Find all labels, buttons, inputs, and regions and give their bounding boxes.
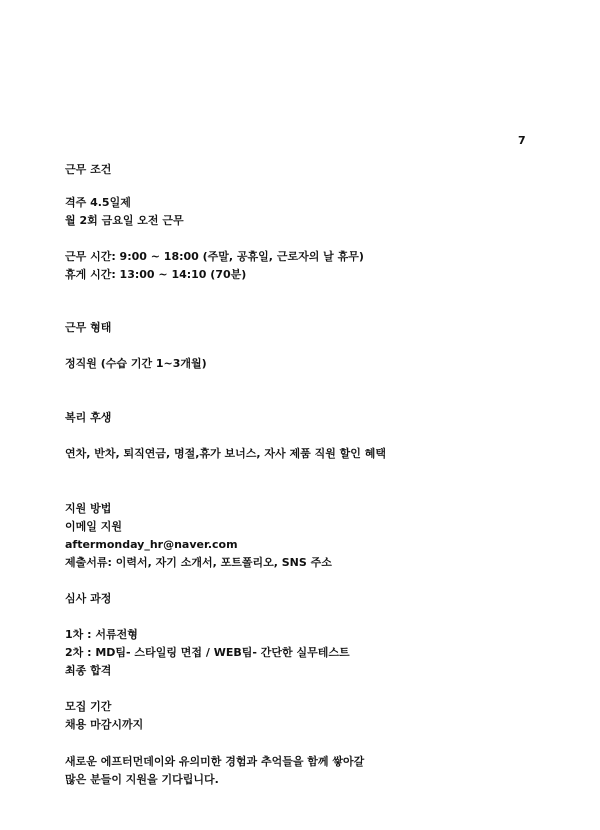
work-hours: 근무 시간: 9:00 ~ 18:00 (주말, 공휴일, 근로자의 날 휴무) [65,250,364,263]
application-heading: 지원 방법 [65,502,112,515]
break-time: 휴게 시간: 13:00 ~ 14:10 (70분) [65,268,247,281]
employment-type-value: 정직원 (수습 기간 1~3개월) [65,357,207,370]
page-number: 7 [518,134,526,147]
work-schedule-friday: 월 2회 금요일 오전 근무 [65,214,184,227]
work-conditions-heading: 근무 조건 [65,163,112,176]
closing-line-2: 많은 분들이 지원을 기다립니다. [65,773,219,786]
recruitment-period-value: 채용 마감시까지 [65,718,144,731]
screening-step-2: 2차 : MD팀- 스타일링 면접 / WEB팀- 간단한 실무테스트 [65,646,350,659]
benefits-heading: 복리 후생 [65,411,112,424]
screening-final: 최종 합격 [65,664,112,677]
recruitment-period-heading: 모집 기간 [65,700,112,713]
benefits-value: 연차, 반차, 퇴직연금, 명절,휴가 보너스, 자사 제품 직원 할인 혜택 [65,447,387,460]
application-method: 이메일 지원 [65,520,122,533]
screening-heading: 심사 과정 [65,592,112,605]
application-email: aftermonday_hr@naver.com [65,538,238,551]
employment-type-heading: 근무 형태 [65,321,112,334]
application-documents: 제출서류: 이력서, 자기 소개서, 포트폴리오, SNS 주소 [65,556,332,569]
closing-line-1: 새로운 에프터먼데이와 유의미한 경험과 추억들을 함께 쌓아갈 [65,755,365,768]
work-schedule-biweekly: 격주 4.5일제 [65,196,131,209]
screening-step-1: 1차 : 서류전형 [65,628,138,641]
